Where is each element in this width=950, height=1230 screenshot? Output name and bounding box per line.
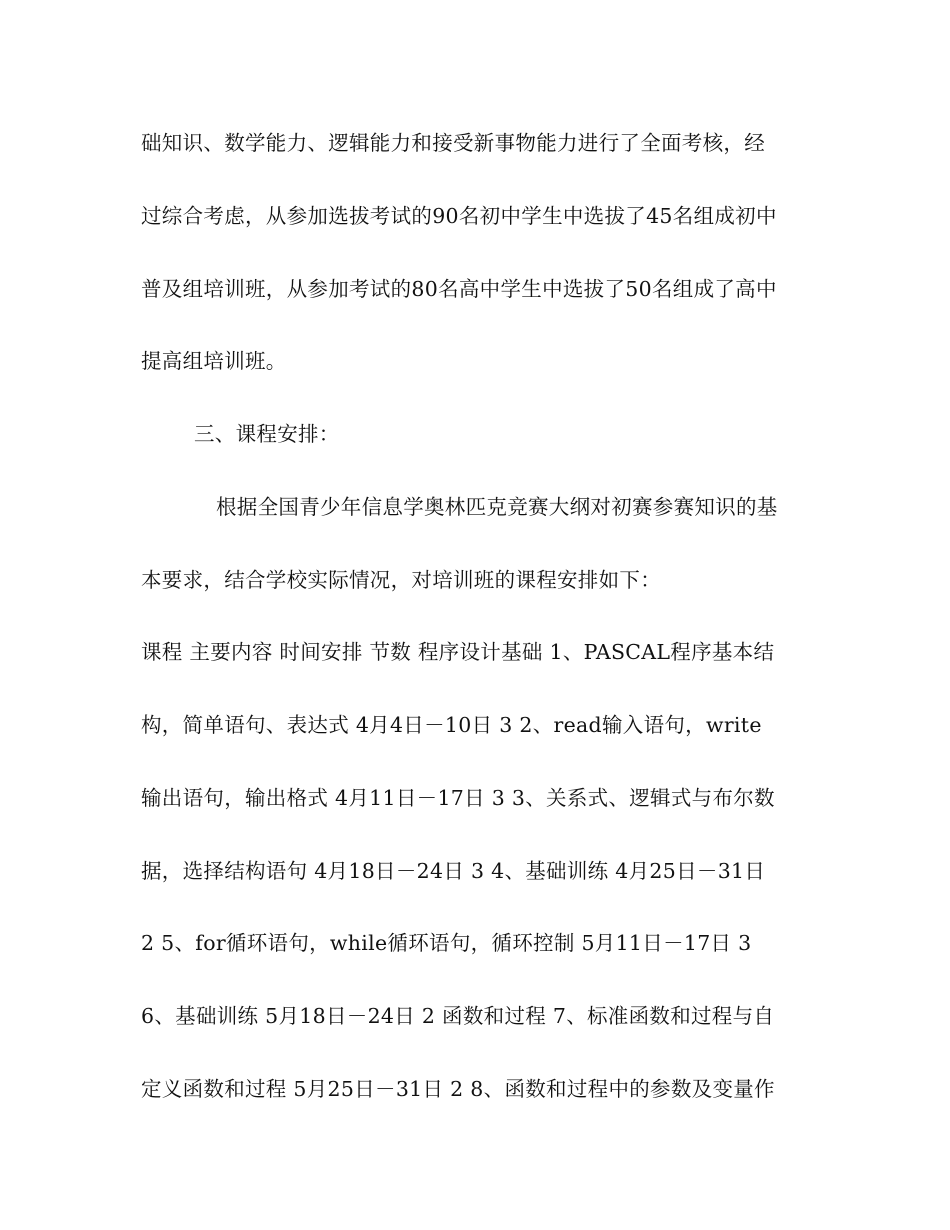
paragraph-line: 础知识、数学能力、逻辑能力和接受新事物能力进行了全面考核，经 (141, 131, 765, 155)
course-table-line: 构，简单语句、表达式 4月4日－10日 3 2、read输入语句，write (141, 713, 762, 737)
paragraph-line: 普及组培训班，从参加考试的80名高中学生中选拔了50名组成了高中 (141, 277, 777, 301)
paragraph-line: 过综合考虑，从参加选拔考试的90名初中学生中选拔了45名组成初中 (141, 204, 777, 228)
course-table-line: 6、基础训练 5月18日－24日 2 函数和过程 7、标准函数和过程与自 (141, 1004, 775, 1028)
course-table-line: 2 5、for循环语句，while循环语句，循环控制 5月11日－17日 3 (141, 931, 752, 955)
course-table-line: 据，选择结构语句 4月18日－24日 3 4、基础训练 4月25日－31日 (141, 859, 766, 883)
paragraph-line: 提高组培训班。 (141, 349, 287, 373)
paragraph-line: 根据全国青少年信息学奥林匹克竞赛大纲对初赛参赛知识的基 (216, 495, 778, 519)
course-table-line: 定义函数和过程 5月25日－31日 2 8、函数和过程中的参数及变量作 (141, 1077, 775, 1101)
paragraph-line: 本要求，结合学校实际情况，对培训班的课程安排如下： (141, 568, 661, 592)
section-heading: 三、课程安排： (194, 422, 340, 446)
course-table-line: 输出语句，输出格式 4月11日－17日 3 3、关系式、逻辑式与布尔数 (141, 786, 775, 810)
course-table-line: 课程 主要内容 时间安排 节数 程序设计基础 1、PASCAL程序基本结 (141, 640, 775, 664)
